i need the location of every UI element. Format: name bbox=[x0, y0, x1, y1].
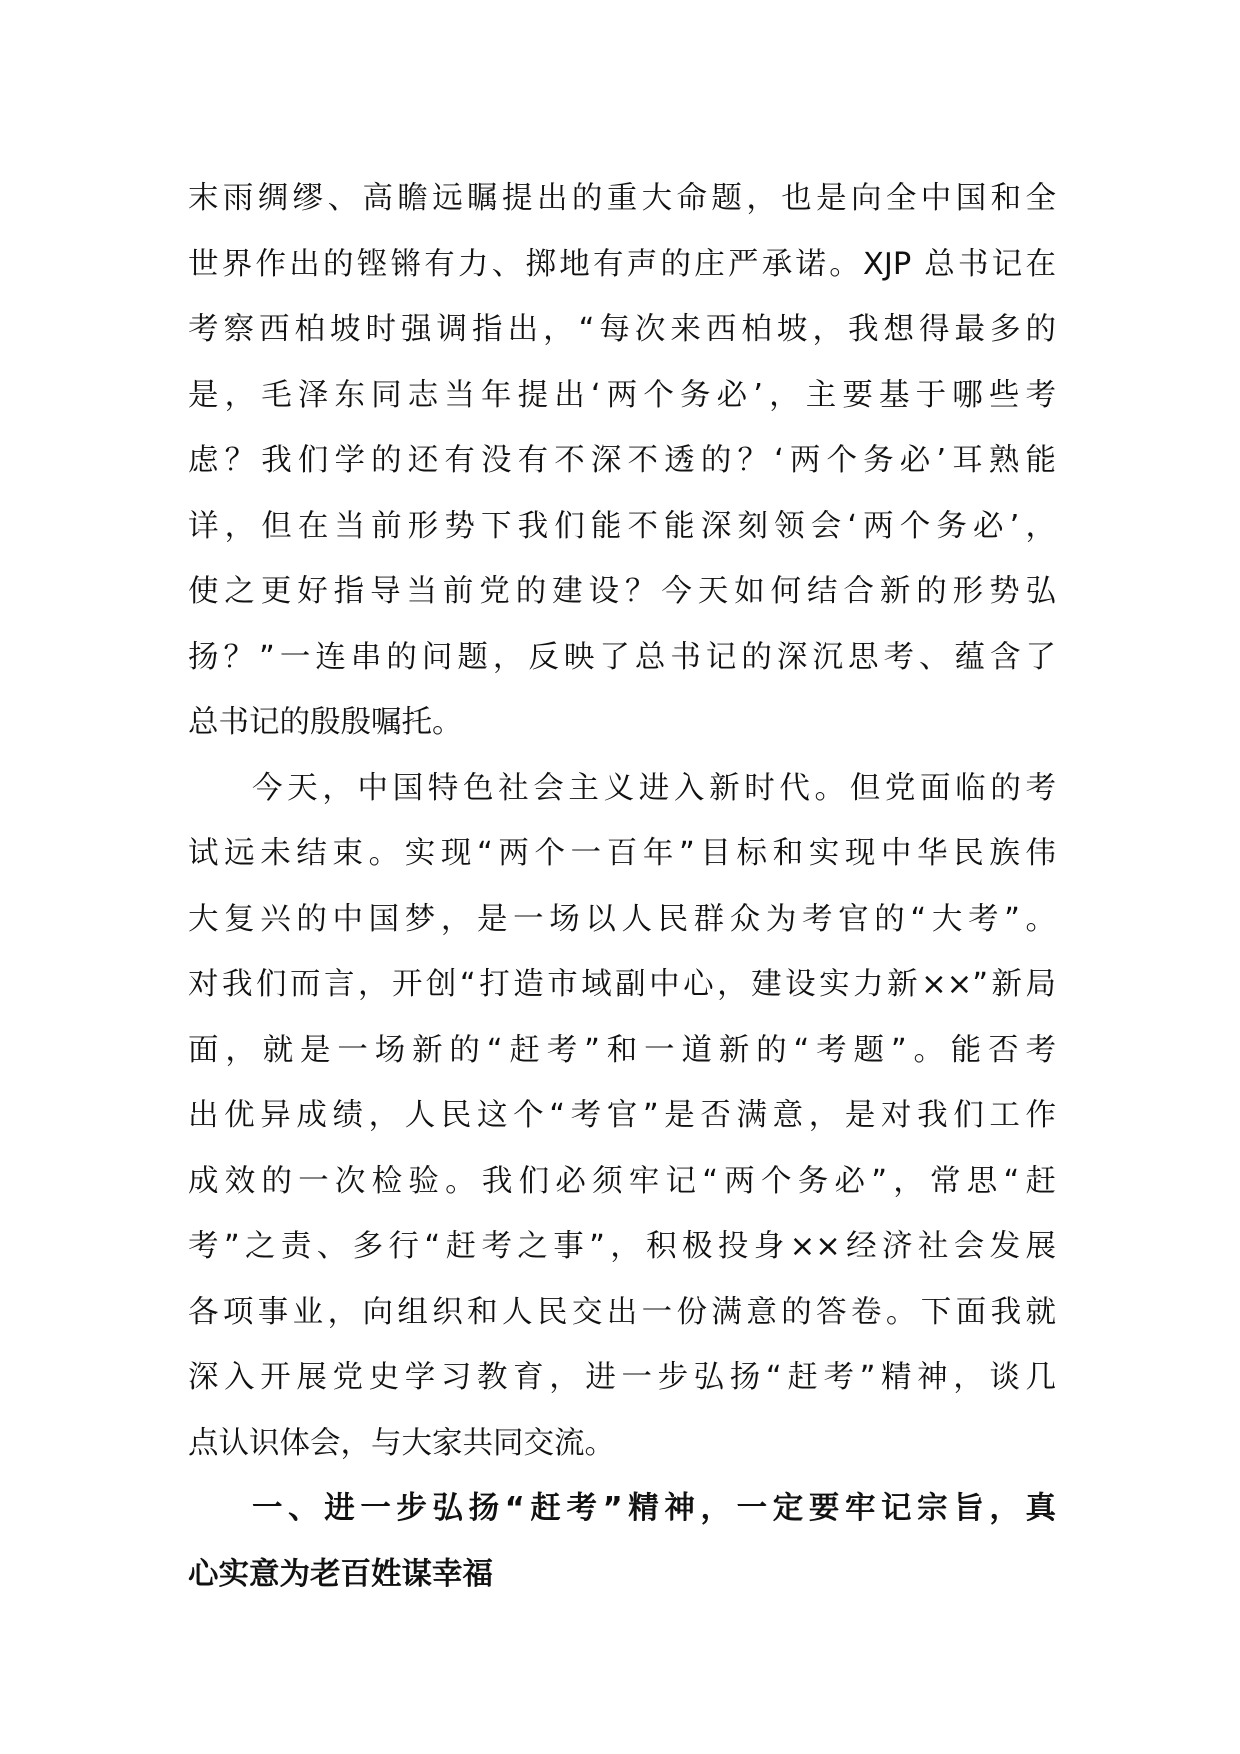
section-heading bbox=[188, 1476, 1056, 1607]
text-line: 点认识体会，与大家共同交流。 bbox=[188, 1425, 615, 1461]
text-line: 试远未结束。实现“两个一百年”目标和实现中华民族伟 bbox=[188, 836, 1056, 871]
paragraph-2 bbox=[188, 756, 1056, 1477]
text-line: 是，毛泽东同志当年提出‘两个务必’，主要基于哪些考 bbox=[188, 377, 1056, 413]
text-line: 世界作出的铿锵有力、掷地有声的庄严承诺。XJP 总书记在 bbox=[188, 246, 1056, 282]
text-line: 末雨绸缪、高瞻远瞩提出的重大命题，也是向全中国和全 bbox=[188, 181, 1056, 216]
text-line: 大复兴的中国梦，是一场以人民群众为考官的“大考”。 bbox=[188, 901, 1056, 937]
paragraph-1 bbox=[188, 166, 1056, 756]
text-line: 考察西柏坡时强调指出，“每次来西柏坡，我想得最多的 bbox=[188, 312, 1056, 347]
text-line: 出优异成绩，人民这个“考官”是否满意，是对我们工作 bbox=[188, 1098, 1056, 1133]
text-line: 详，但在当前形势下我们能不能深刻领会‘两个务必’， bbox=[188, 508, 1056, 544]
text-line: 面，就是一场新的“赶考”和一道新的“考题”。能否考 bbox=[188, 1032, 1056, 1068]
text-line: 虑？我们学的还有没有不深不透的？‘两个务必’耳熟能 bbox=[188, 443, 1056, 478]
text-line: 对我们而言，开创“打造市域副中心，建设实力新××”新局 bbox=[188, 967, 1056, 1002]
text-line: 深入开展党史学习教育，进一步弘扬“赶考”精神，谈几 bbox=[188, 1360, 1056, 1395]
text-line: 总书记的殷殷嘱托。 bbox=[188, 705, 463, 740]
text-line: 考”之责、多行“赶考之事”，积极投身××经济社会发展 bbox=[188, 1229, 1056, 1264]
heading-line: 心实意为老百姓谋幸福 bbox=[188, 1556, 493, 1592]
text-line: 使之更好指导当前党的建设？今天如何结合新的形势弘 bbox=[188, 574, 1056, 609]
document-body bbox=[188, 166, 1056, 1607]
text-line: 今天，中国特色社会主义进入新时代。但党面临的考 bbox=[252, 770, 1056, 806]
heading-line: 一、进一步弘扬“赶考”精神，一定要牢记宗旨，真 bbox=[252, 1491, 1056, 1526]
text-line: 扬？”一连串的问题，反映了总书记的深沉思考、蕴含了 bbox=[188, 639, 1056, 675]
text-line: 各项事业，向组织和人民交出一份满意的答卷。下面我就 bbox=[188, 1294, 1056, 1330]
text-line: 成效的一次检验。我们必须牢记“两个务必”，常思“赶 bbox=[188, 1163, 1056, 1199]
